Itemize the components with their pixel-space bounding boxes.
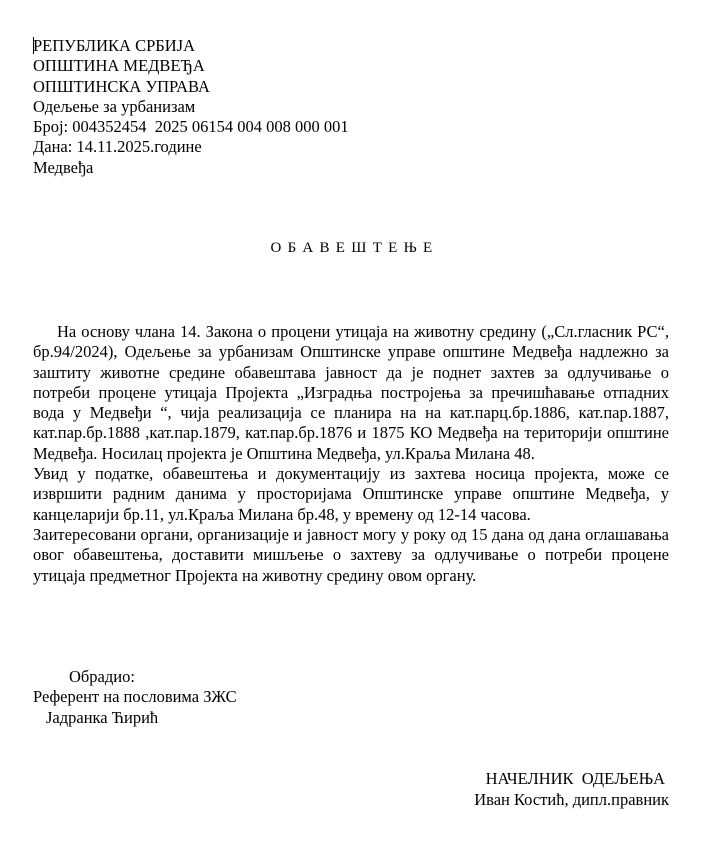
header-line-municipality: ОПШТИНА МЕДВЕЂА (33, 56, 205, 76)
head-position-text: НАЧЕЛНИК ОДЕЉЕЊА (485, 769, 665, 788)
body-paragraph-3: Заитересовани органи, организације и јавност могу у року од 15 дана од дана оглашавања овог обавештења, доставити мишљење о захтеву за одлучивање о потреби процене утицаја предметног Пројекта на животну средину овом органу. (33, 524, 669, 585)
republic-text: РЕПУБЛИКА СРБИЈА (33, 36, 195, 55)
document-body (33, 322, 669, 586)
head-position (474, 768, 669, 789)
preparer-name-text: Јадранка Ћирић (46, 707, 159, 727)
header-date: Дана: 14.11.2025.године (33, 137, 202, 157)
head-name: Иван Костић, дипл.правник (474, 790, 669, 809)
preparer-name (33, 708, 237, 728)
header-line-republic (33, 36, 349, 56)
document-header (33, 36, 349, 178)
body-paragraph-1: На основу члана 14. Закона о процени утицаја на животну средину („Сл.гласник РС“, бр.94/2024), Одељење за урбанизам Општинске управе општине Медвеђа надлежно за заштиту животне средине обавештава јавност да је поднет захтев за одлучивање о потреби процене утицаја Пројекта „Изградња постројења за пречишћавање отпадних вода у Медвеђи “, чија реализација се планира на на кат.парц.бр.1886, кат.пар.1887, кат.пар.бр.1888 ,кат.пар.1879, кат.пар.бр.1876 и 1875 КО Медвеђа на територији општине Медвеђа. Носилац пројекта је Општина Медвеђа, ул.Краља Милана 48. (33, 322, 669, 463)
document-title: ОБАВЕШТЕЊЕ (270, 240, 439, 256)
header-line-administration: ОПШТИНСКА УПРАВА (33, 76, 210, 96)
signature-left (33, 667, 237, 728)
signature-right (474, 768, 669, 810)
prepared-by-text: Обрадио: (69, 667, 135, 686)
prepared-by-label (33, 667, 237, 687)
header-place: Медвеђа (33, 157, 94, 177)
header-document-number: Број: 004352454 2025 06154 004 008 000 001 (33, 117, 349, 137)
body-paragraph-2: Увид у податке, обавештења и документацију из захтева носица пројекта, може се извршити радним данима у просторијама Општинске управе општине Медвеђа, у канцеларији бр.11, ул.Краља Милана бр.48, у времену од 12-14 часова. (33, 464, 669, 524)
header-line-department: Одељење за урбанизам (33, 96, 196, 116)
preparer-position: Референт на пословима ЗЖС (33, 687, 237, 707)
